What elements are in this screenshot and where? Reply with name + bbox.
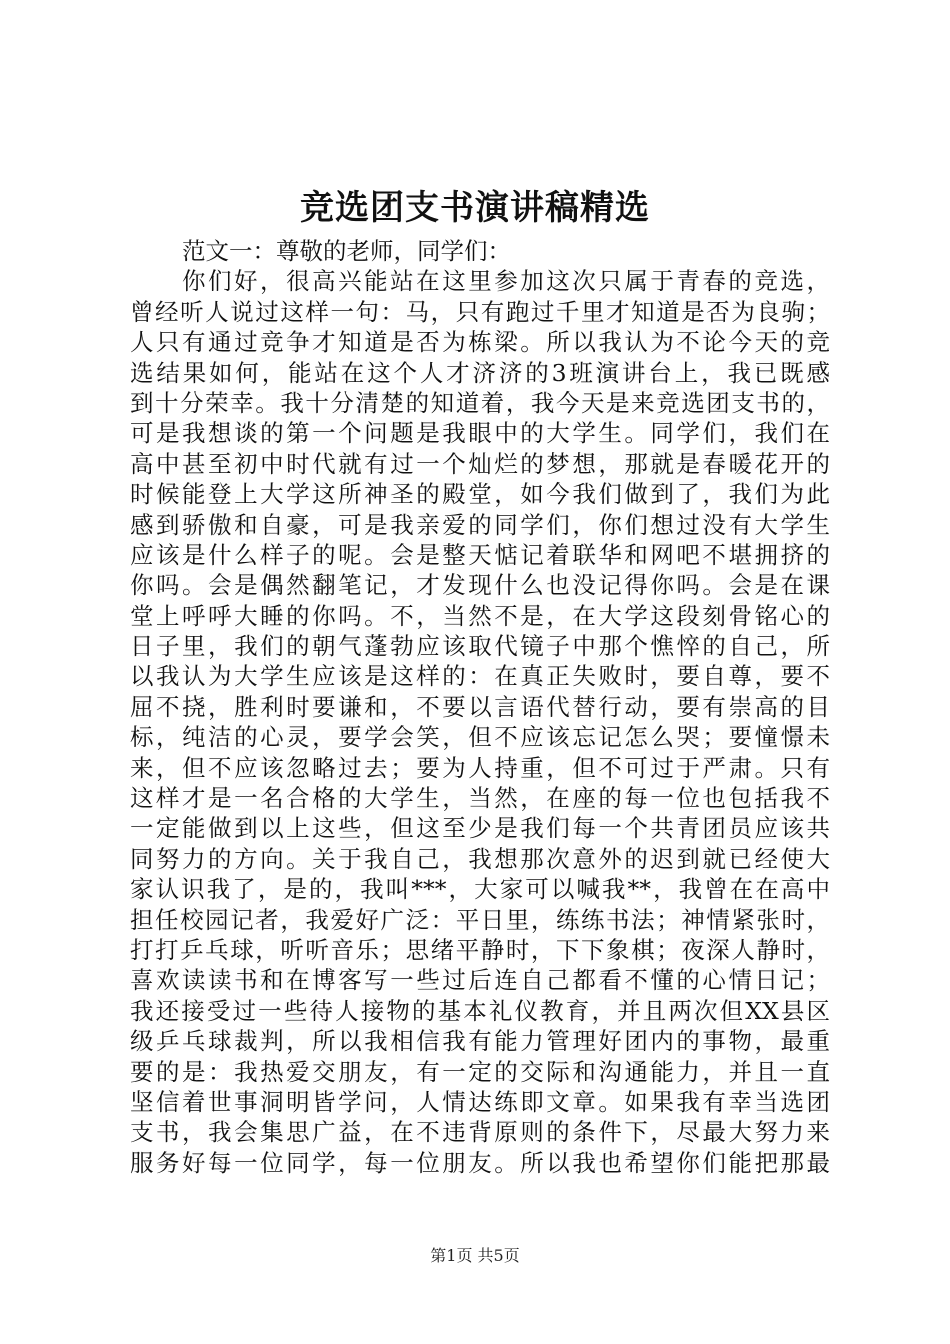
paragraph-line: 以我认为大学生应该是这样的：在真正失败时，要自尊，要不 xyxy=(130,662,830,691)
paragraph-line: 一定能做到以上这些，但这至少是我们每一个共青团员应该共 xyxy=(130,814,830,843)
paragraph-line: 来，但不应该忽略过去；要为人持重，但不可过于严肃。只有 xyxy=(130,753,830,782)
page-number-footer: 第1页 共5页 xyxy=(430,1246,520,1265)
paragraph-line: 服务好每一位同学，每一位朋友。所以我也希望你们能把那最 xyxy=(130,1148,830,1177)
paragraph-line: 应该是什么样子的呢。会是整天惦记着联华和网吧不堪拥挤的 xyxy=(130,540,830,569)
paragraph-line: 级乒乓球裁判，所以我相信我有能力管理好团内的事物，最重 xyxy=(130,1027,830,1056)
paragraph-line: 选结果如何，能站在这个人才济济的3班演讲台上，我已既感 xyxy=(130,358,830,387)
paragraph-line: 到十分荣幸。我十分清楚的知道着，我今天是来竞选团支书的， xyxy=(130,388,830,417)
paragraph-line: 担任校园记者，我爱好广泛：平日里，练练书法；神情紧张时， xyxy=(130,905,830,934)
paragraph-line: 喜欢读读书和在博客写一些过后连自己都看不懂的心情日记； xyxy=(130,966,830,995)
paragraph-line: 高中甚至初中时代就有过一个灿烂的梦想，那就是春暖花开的 xyxy=(130,449,830,478)
paragraph-line: 你吗。会是偶然翻笔记，才发现什么也没记得你吗。会是在课 xyxy=(130,571,830,600)
paragraph-line: 支书，我会集思广益，在不违背原则的条件下，尽最大努力来 xyxy=(130,1118,830,1147)
paragraph-line: 同努力的方向。关于我自己，我想那次意外的迟到就已经使大 xyxy=(130,844,830,873)
paragraph-line: 你们好，很高兴能站在这里参加这次只属于青春的竞选， xyxy=(182,267,830,296)
paragraph-line: 范文一：尊敬的老师，同学们： xyxy=(182,237,511,265)
paragraph-line: 堂上呼呼大睡的你吗。不，当然不是，在大学这段刻骨铭心的 xyxy=(130,601,830,630)
paragraph-line: 标，纯洁的心灵，要学会笑，但不应该忘记怎么哭；要憧憬未 xyxy=(130,723,830,752)
paragraph-line: 这样才是一名合格的大学生，当然，在座的每一位也包括我不 xyxy=(130,784,830,813)
paragraph-line: 要的是：我热爱交朋友，有一定的交际和沟通能力，并且一直 xyxy=(130,1057,830,1086)
paragraph-line: 时候能登上大学这所神圣的殿堂，如今我们做到了，我们为此 xyxy=(130,480,830,509)
paragraph-line: 打打乒乓球，听听音乐；思绪平静时，下下象棋；夜深人静时， xyxy=(130,935,830,964)
paragraph-line: 家认识我了，是的，我叫***，大家可以喊我**，我曾在在高中 xyxy=(130,875,830,904)
paragraph-line: 坚信着世事洞明皆学问，人情达练即文章。如果我有幸当选团 xyxy=(130,1087,830,1116)
document-body xyxy=(130,236,830,1178)
paragraph-line: 感到骄傲和自豪，可是我亲爱的同学们，你们想过没有大学生 xyxy=(130,510,830,539)
document-title: 竞选团支书演讲稿精选 xyxy=(300,188,650,228)
paragraph-line: 曾经听人说过这样一句：马，只有跑过千里才知道是否为良驹； xyxy=(130,297,830,326)
paragraph-line: 可是我想谈的第一个问题是我眼中的大学生。同学们，我们在 xyxy=(130,419,830,448)
paragraph-line: 屈不挠，胜利时要谦和，不要以言语代替行动，要有崇高的目 xyxy=(130,692,830,721)
paragraph-line: 日子里，我们的朝气蓬勃应该取代镜子中那个憔悴的自己，所 xyxy=(130,632,830,661)
paragraph-line: 我还接受过一些待人接物的基本礼仪教育，并且两次但XX县区 xyxy=(130,996,830,1025)
paragraph-line: 人只有通过竞争才知道是否为栋梁。所以我认为不论今天的竞 xyxy=(130,328,830,357)
